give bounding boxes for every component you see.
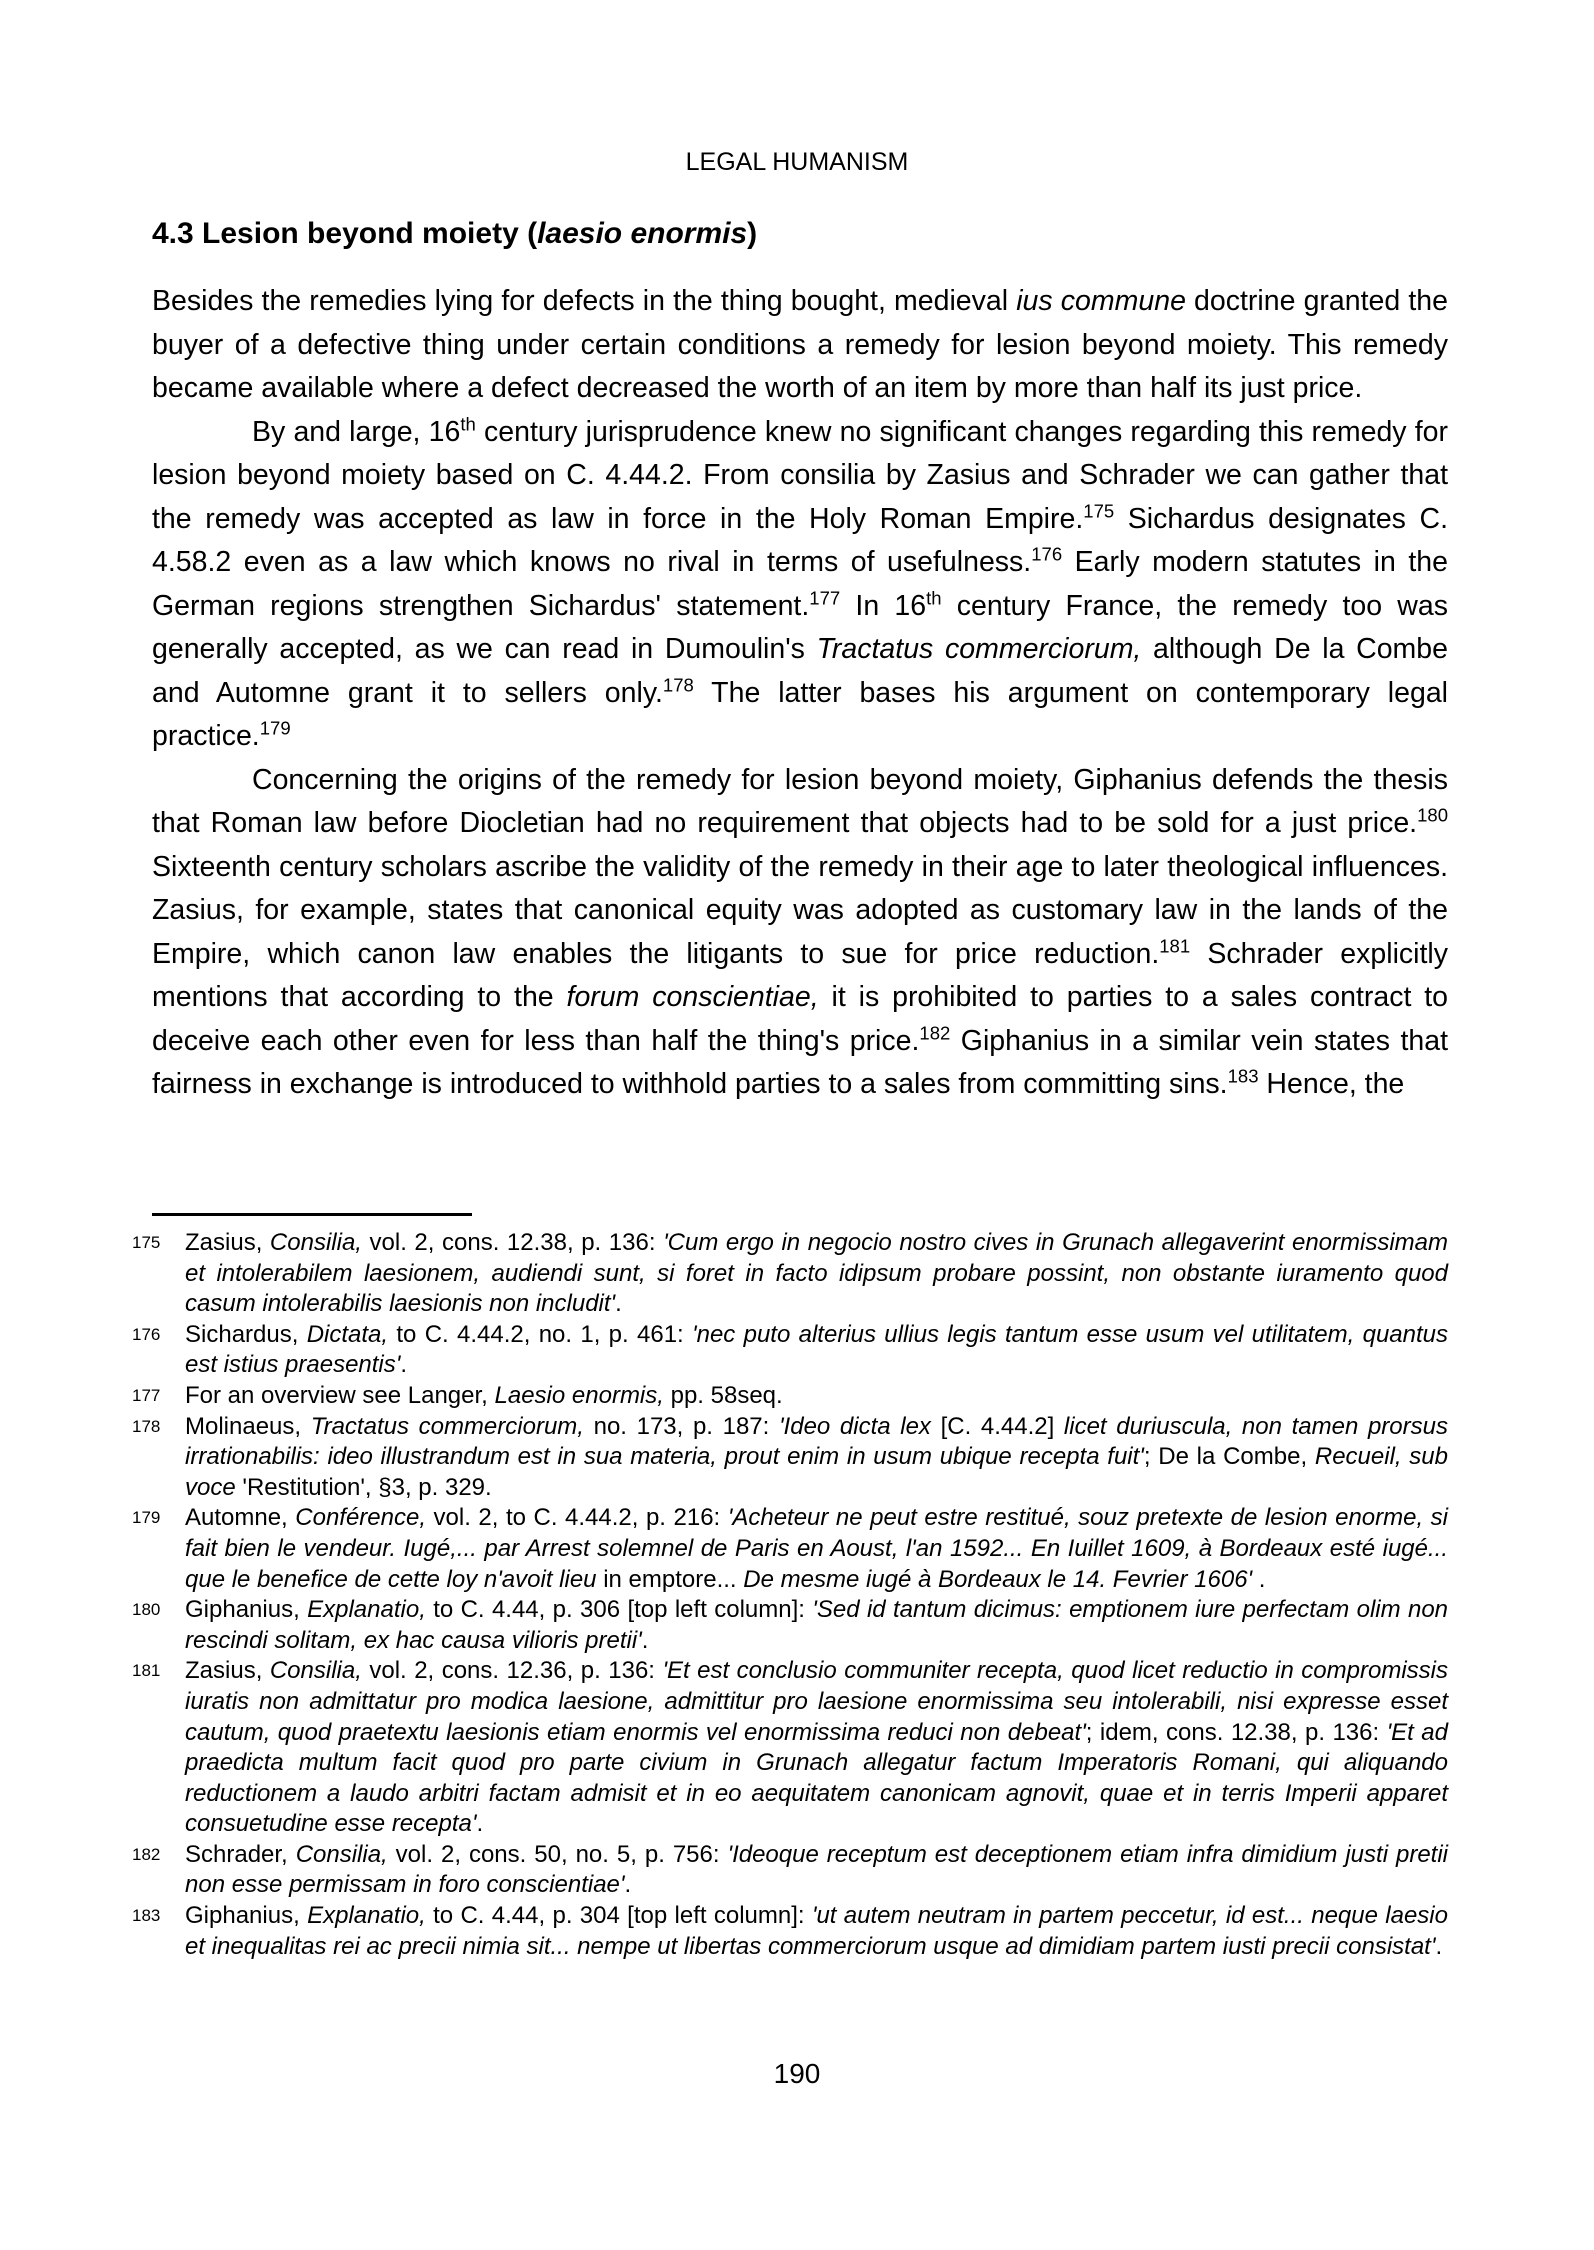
footnote-number: 175: [132, 1233, 161, 1252]
footnote-row-175: [132, 1228, 1448, 1320]
footnote-text: Zasius, Consilia, vol. 2, cons. 12.38, p. 136: 'Cum ergo in negocio nostro cives in Grunach allegaverint enormissimam et intolerabilem laesionem, audiendi sunt, si foret in facto idipsum probare possint, non obstante iuramento quod casum intolerabilis laesionis non includit'.: [185, 1229, 1448, 1318]
footnote-number: 176: [132, 1324, 161, 1344]
footnotes-block: [132, 1228, 1448, 1962]
footnote-number: 179: [132, 1508, 161, 1528]
paragraph-2: By and large, 16th century jurisprudence knew no significant changes regarding this remedy for lesion beyond moiety based on C. 4.44.2. From consilia by Zasius and Schrader we can gather that the remedy was accepted as law in force in the Holy Roman Empire.$^{175}$ Sichardus designates C. 4.58.2 even as a law which knows no rival in terms of usefulness.$^{176}$ Early modern statutes in the German regions strengthen Sichardus' statement.$^{177}$ In 16th century France, the remedy too was generally accepted, as we can read in Dumoulin's Tractatus commerciorum, although De la Combe and Automne grant it to sellers only.$^{178}$ The latter bases his argument on contemporary legal practice.$^{179}$: [152, 413, 1449, 752]
footnote-text: Automne, Conférence, vol. 2, to C. 4.44.2, p. 216: 'Acheteur ne peut estre restitué, souz pretexte de lesion enorme, si fait bien le vendeur. Iugé,... par Arrest solemnel de Paris en Aoust, l'an 1592... En Iuillet 1609, à Bordeaux esté iugé... que le benefice de cette loy n'avoit lieu in emptore... De mesme iugé à Bordeaux le 14. Fevrier 1606' .: [185, 1504, 1448, 1593]
footnote-number: 182: [132, 1844, 161, 1864]
footnote-text: Giphanius, Explanatio, to C. 4.44, p. 304 [top left column]: 'ut autem neutram in partem peccetur, id est... neque laesio et inequalitas rei ac precii nimia sit... nempe ut libertas commerciorum usque ad dimidiam partem iusti precii consistat'.: [185, 1902, 1448, 1960]
footnote-text: For an overview see Langer, Laesio enormis, pp. 58seq.: [185, 1381, 783, 1409]
footnote-number: 178: [132, 1416, 161, 1436]
footnote-number: 183: [132, 1906, 161, 1926]
footnote-row-180: [132, 1595, 1448, 1656]
footnote-row-178: [132, 1412, 1448, 1504]
footnote-text: Schrader, Consilia, vol. 2, cons. 50, no. 5, p. 756: 'Ideoque receptum est deceptionem etiam infra dimidium justi pretii non esse permissam in foro conscientiae'.: [185, 1840, 1448, 1899]
paragraph-3: Concerning the origins of the remedy for lesion beyond moiety, Giphanius defends the thesis that Roman law before Diocletian had no requirement that objects had to be sold for a just price.$^{180}$ Sixteenth century scholars ascribe the validity of the remedy in their age to later theological influences. Zasius, for example, states that canonical equity was adopted as customary law in the lands of the Empire, which canon law enables the litigants to sue for price reduction.$^{181}$ Schrader explicitly mentions that according to the forum conscientiae, it is prohibited to parties to a sales contract to deceive each other even for less than half the thing's price.$^{182}$ Giphanius in a similar vein states that fairness in exchange is introduced to withhold parties to a sales from committing sins.$^{183}$ Hence, the: [152, 763, 1449, 1100]
footnote-text: Giphanius, Explanatio, to C. 4.44, p. 306 [top left column]: 'Sed id tantum dicimus: emptionem iure perfectam olim non rescindi solitam, ex hac causa vilioris pretii'.: [185, 1596, 1449, 1654]
footnote-row-179: [132, 1503, 1448, 1595]
paragraph-1: Besides the remedies lying for defects in the thing bought, medieval ius commune doctrine granted the buyer of a defective thing under certain conditions a remedy for lesion beyond moiety. This remedy became available where a defect decreased the worth of an item by more than half its just price.: [152, 285, 1448, 404]
footnote-row-176: [132, 1320, 1448, 1381]
running-header: LEGAL HUMANISM: [685, 148, 909, 176]
footnote-number: 181: [132, 1661, 161, 1681]
footnote-number: 180: [132, 1600, 161, 1620]
page-number: 190: [773, 2058, 821, 2089]
footnote-text: Sichardus, Dictata, to C. 4.44.2, no. 1, p. 461: 'nec puto alterius ullius legis tantum esse usum vel utilitatem, quantus est istius praesentis'.: [185, 1320, 1449, 1379]
footnote-row-183: [132, 1901, 1448, 1962]
body-text: [152, 280, 1448, 1107]
footnote-number: 177: [132, 1385, 161, 1405]
footnote-row-177: [132, 1381, 1448, 1412]
footnote-text: Zasius, Consilia, vol. 2, cons. 12.36, p. 136: 'Et est conclusio communiter recepta, quod licet reductio in compromissis iuratis non admittatur pro modica laesione, admittitur pro laesione enormissima seu intolerabili, nisi expresse esset cautum, quod praetextu laesionis etiam enormis vel enormissima reduci non debeat'; idem, cons. 12.38, p. 136: 'Et ad praedicta multum facit quod pro parte civium in Grunach allegatur factum Imperatoris Romani, qui aliquando reductionem a laudo arbitri factam admisit et in eo aequitatem canonicam agnovit, quae et in terris Imperii apparet consuetudine esse recepta'.: [185, 1657, 1448, 1838]
footnote-text: Molinaeus, Tractatus commerciorum, no. 173, p. 187: 'Ideo dicta lex [C. 4.44.2] licet duriuscula, non tamen prorsus irrationabilis: ideo illustrandum est in sua materia, prout enim in usum ubique recepta fuit'; De la Combe, Recueil, sub voce 'Restitution', §3, p. 329.: [185, 1412, 1448, 1501]
footnote-row-182: [132, 1840, 1448, 1901]
footnote-row-181: [132, 1656, 1448, 1840]
footnote-separator: [152, 1213, 472, 1216]
section-heading: 4.3 Lesion beyond moiety (laesio enormis): [152, 217, 758, 250]
